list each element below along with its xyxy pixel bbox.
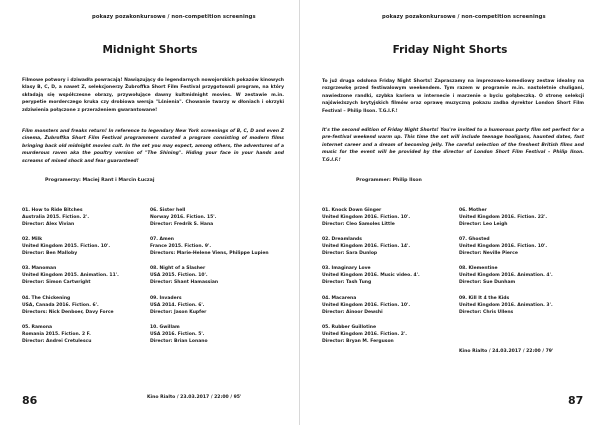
film-director: Director: Alex Vivian: [22, 222, 75, 227]
description-polish: Filmowe potwory i dziwadła powracają! Nawiązujący do legendarnych nowojorskich pokazów kinowych klasy B, C, D, a nawet Z, selekcjonerzy Żubroffka Short Film Festival przygotowali program, na który składają się współczesne obrazy, przywołujące dawny kultmidnight movies. W zestawie m.in. perypetie morderczego kruka czy drobiowa wersja "Lśnienia". Chowanie twarzy w dłoniach i okrzyki zdziwienia połączone z przerażeniem gwarantowane!: [22, 78, 284, 113]
film-info: United Kingdom 2016. Fiction. 10'.: [459, 244, 548, 250]
film-info: United Kingdom 2016. Music video. 4'.: [322, 273, 420, 279]
film-title: 05. Rubber Guillotine: [322, 324, 377, 330]
programmers-credit: Programmer: Philip Ilson: [356, 178, 422, 183]
film-info: Australia 2015. Fiction. 2'.: [22, 215, 90, 220]
running-head: pokazy pozakonkursowe / non-competition screenings: [382, 14, 546, 20]
description-english: Film monsters and freaks return! In reference to legendary New York screenings of B, C, D and even Z cinema, Żubroffka Short Film Festival programmers curated a program consisting of modern films bringing back old midnight movies cult. In the set you may expect, among others, the adventures of a murderous raven aka the poultry version of "The Shining". Hiding your face in your hands and screams of mixed shock and fear guaranteed!: [22, 129, 284, 164]
film-entry: [322, 207, 457, 228]
description-polish: To już druga odsłona Friday Night Shorts! Zapraszamy na imprezowo-komediowy zestaw idealny na rozgrzewkę przed festiwalowym weekendem. Tym razem w programie m.in. nastoletnie chuligani, nawiedzone randki, szybka kariera w internecie i marzenie o byciu gołąbeczką. O stronę selekcji najświeższych brytyjskich filmów oraz oprawę muzyczną pokazu zadba dyrektor London Short Film Festival – Philip Ilson. T.G.I.F.!: [322, 79, 584, 114]
film-director: Directors: Nick Denboer, Davy Force: [22, 309, 114, 315]
film-title: 03. Imaginary Love: [322, 266, 371, 272]
film-director: Directors: Marie-Helene Viens, Philippe Lupien: [150, 251, 269, 257]
film-director: Director: Brian Lonano: [150, 338, 208, 344]
page-number: 86: [22, 394, 38, 407]
film-info: USA 2015. Fiction. 10'.: [150, 273, 208, 279]
description-english: It's the second edition of Friday Night Shorts! You're invited to a humorous party film set perfect for a pre-festival weekend warm up. This time the set will include teenage hooligans, haunted dates, fast internet career and a dream of becoming jelly. The careful selection of the freshest British films and music for the event will be provided by the director of London Short Film Festival – Philip Ilson. T.G.I.F.!: [322, 128, 584, 163]
film-title: 02. Dreamlands: [322, 237, 362, 243]
film-title: 07. Amen: [150, 237, 174, 243]
section-title: Friday Night Shorts: [392, 44, 508, 56]
film-director: Director: Ainoor Dewshi: [322, 309, 383, 315]
film-title: 08. Klementine: [459, 266, 498, 272]
film-info: United Kingdom 2016. Fiction. 14'.: [322, 244, 411, 250]
film-director: Director: Fredrik S. Hana: [150, 222, 214, 227]
right-page: [300, 0, 600, 425]
film-title: 02. Milk: [22, 237, 43, 243]
film-info: United Kingdom 2016. Fiction. 10'.: [322, 302, 411, 308]
film-entry: [459, 265, 589, 286]
film-director: Director: Leo Leigh: [459, 222, 508, 227]
film-director: Director: Shant Hamassian: [150, 280, 219, 286]
film-list-column-2: [459, 207, 589, 324]
film-title: 01. How to Ride Bitches: [22, 208, 83, 213]
film-director: Director: Bryan M. Ferguson: [322, 338, 394, 344]
film-entry: [22, 295, 132, 316]
film-info: France 2015. Fiction. 9'.: [150, 244, 212, 250]
film-info: United Kingdom 2016. Fiction. 2'.: [322, 331, 407, 337]
film-entry: [150, 324, 285, 345]
film-title: 09. Invaders: [150, 295, 182, 301]
running-head: pokazy pozakonkursowe / non-competition screenings: [92, 14, 256, 20]
film-info: USA, Canada 2016. Fiction. 6'.: [22, 302, 99, 308]
film-entry: [150, 265, 285, 286]
film-director: Director: Ben Malloby: [22, 251, 78, 257]
film-entry: [459, 236, 589, 257]
film-director: Director: Sara Dunlop: [322, 251, 378, 257]
film-title: 08. Night of a Slasher: [150, 266, 206, 272]
film-title: 06. Mother: [459, 208, 487, 213]
film-entry: [322, 265, 457, 286]
film-title: 04. Macarena: [322, 295, 357, 301]
film-entry: [22, 265, 132, 286]
screening-info: Kino Rialto / 24.03.2017 / 22:00 / 79': [459, 349, 554, 354]
film-director: Director: Cleo Samoles Little: [322, 222, 395, 227]
programmers-credit: Programerzy: Maciej Rant i Marcin Łuczaj: [45, 178, 155, 183]
film-entry: [322, 295, 457, 316]
film-entry: [22, 236, 132, 257]
film-title: 04. The Chickening: [22, 295, 71, 301]
film-info: United Kingdom 2016. Animation. 3'.: [459, 302, 553, 308]
film-director: Director: Simon Cartwright: [22, 280, 91, 286]
film-entry: [459, 207, 589, 228]
film-entry: [322, 236, 457, 257]
film-info: United Kingdom 2015. Fiction. 10'.: [22, 244, 111, 250]
film-entry: [459, 295, 589, 316]
section-title: Midnight Shorts: [102, 44, 198, 56]
film-list-column-1: [322, 207, 457, 353]
film-director: Director: Andrei Cretulescu: [22, 338, 92, 344]
film-title: 03. Manoman: [22, 266, 57, 272]
film-entry: [150, 295, 285, 316]
film-info: Norway 2016. Fiction. 15'.: [150, 215, 217, 220]
film-info: United Kingdom 2016. Fiction. 10'.: [322, 215, 411, 220]
screening-info: Kino Rialto / 23.03.2017 / 22:00 / 95': [147, 395, 242, 400]
film-info: Romania 2015. Fiction. 2 F.: [22, 331, 91, 337]
film-title: 10. Gwillam: [150, 324, 180, 330]
film-info: USA 2014. Fiction. 6'.: [150, 302, 205, 308]
film-title: 06. Sister hell: [150, 208, 186, 213]
film-entry: [150, 207, 285, 228]
film-director: Director: Tash Tung: [322, 280, 372, 286]
film-director: Director: Neville Pierce: [459, 251, 518, 257]
film-info: USA 2016. Fiction. 5'.: [150, 331, 205, 337]
film-director: Director: Sue Dunham: [459, 280, 516, 286]
film-title: 01. Knock Down Ginger: [322, 208, 382, 213]
film-list-column-1: [22, 207, 132, 353]
film-title: 09. Kill It 4 the Kids: [459, 295, 510, 301]
film-title: 05. Ramona: [22, 324, 53, 330]
film-list-column-2: [150, 207, 285, 353]
film-title: 07. Ghosted: [459, 237, 490, 243]
film-director: Director: Jason Kupfer: [150, 309, 207, 315]
film-info: United Kingdom 2016. Fiction. 22'.: [459, 215, 548, 220]
film-info: United Kingdom 2016. Animation. 4'.: [459, 273, 553, 279]
film-entry: [322, 324, 457, 345]
film-entry: [22, 207, 132, 228]
film-entry: [150, 236, 285, 257]
film-info: United Kingdom 2015. Animation. 11'.: [22, 273, 119, 279]
page-number: 87: [568, 394, 584, 407]
film-director: Director: Chris Ullens: [459, 309, 514, 315]
film-entry: [22, 324, 132, 345]
